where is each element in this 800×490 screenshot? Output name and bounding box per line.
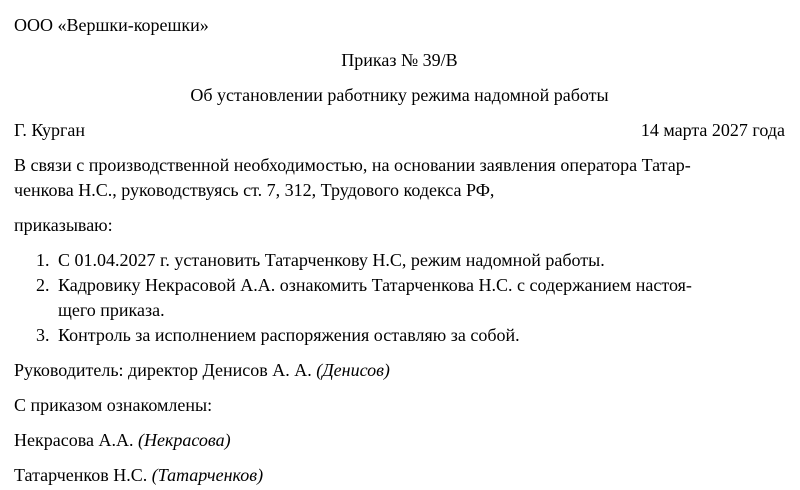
order-item — [36, 323, 785, 348]
leader-signature: (Денисов) — [316, 360, 390, 380]
order-items-list — [36, 248, 785, 348]
preamble-line: В связи с производственной необходимостью, на основании заявления оператора Татар- — [14, 155, 691, 175]
item-line: щего приказа. — [58, 300, 165, 320]
preamble-line: ченкова Н.С., руководствуясь ст. 7, 312, Трудового кодекса РФ, — [14, 180, 495, 200]
company-name: ООО «Вершки-корешки» — [14, 15, 209, 35]
order-item — [36, 248, 785, 273]
item-number: 2. — [36, 275, 50, 295]
order-item — [36, 273, 785, 323]
acknowledged-name: Татарченков Н.С. — [14, 465, 148, 485]
preamble-paragraph — [14, 153, 785, 203]
place-date-row — [14, 118, 785, 143]
acknowledged-signature-line — [14, 428, 785, 453]
item-text — [58, 273, 692, 323]
item-line: Кадровику Некрасовой А.А. ознакомить Татарченкова Н.С. с содержанием настоя- — [58, 275, 692, 295]
item-text — [58, 323, 520, 348]
city-label: Г. Курган — [14, 120, 86, 140]
item-line: С 01.04.2027 г. установить Татарченкову Н.С, режим надомной работы. — [58, 250, 605, 270]
leader-label: Руководитель: директор Денисов А. А. — [14, 360, 312, 380]
acknowledged-label: С приказом ознакомлены: — [14, 395, 213, 415]
item-text — [58, 248, 605, 273]
item-number: 1. — [36, 250, 50, 270]
acknowledged-signature: (Некрасова) — [137, 430, 231, 450]
acknowledged-signature: (Татарченков) — [151, 465, 264, 485]
date-label: 14 марта 2027 года — [640, 120, 785, 140]
item-number: 3. — [36, 325, 50, 345]
order-word: приказываю: — [14, 215, 113, 235]
document-title: Приказ № 39/В — [341, 50, 458, 70]
acknowledged-name: Некрасова А.А. — [14, 430, 134, 450]
acknowledged-signature-line — [14, 463, 785, 488]
leader-signature-line — [14, 358, 785, 383]
document-subject: Об установлении работнику режима надомной работы — [190, 85, 609, 105]
item-line: Контроль за исполнением распоряжения оставляю за собой. — [58, 325, 520, 345]
